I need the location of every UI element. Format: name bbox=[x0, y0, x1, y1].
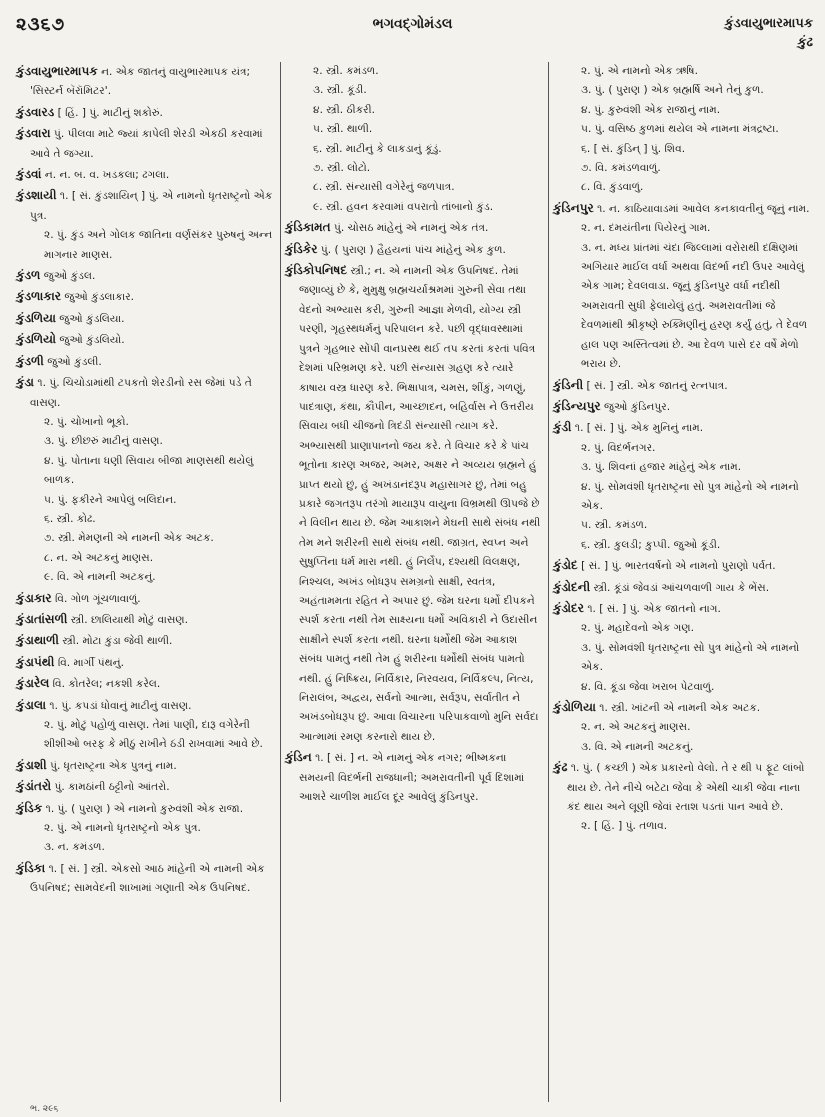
sub-sense: ૪. વિ. કૂંડા જેવા ખરાબ પેટવાળું. bbox=[581, 680, 715, 693]
sub-sense: ૩. પું. શિવનાં હજાર માંહેનું એક નામ. bbox=[581, 461, 742, 474]
definition: ૧. પું. કપડાં ધોવાનું માટીનું વાસણ. bbox=[49, 699, 192, 712]
sub-sense: ૩. પું. સોમવંશી ધૃતરાષ્ટ્રના સો પુત્ર માંહેનો એ નામનો એક. bbox=[581, 641, 800, 674]
headword: કુંડિકોપનિષદ bbox=[285, 263, 348, 278]
headword: કુંડોદર bbox=[553, 600, 584, 615]
sub-sense: ૩. પું. છીછરું માટીનું વાસણ. bbox=[44, 435, 163, 448]
headword: કુંડવારડ bbox=[16, 104, 55, 119]
dictionary-entry bbox=[16, 696, 276, 755]
sub-sense: ૨. પું. મહાદેવનો એક ગણ. bbox=[581, 622, 694, 635]
headword: કુંડિનપુર bbox=[553, 200, 594, 215]
definition: સ્ત્રી.; ન. એ નામની એક ઉપનિષદ. તેમાં જણાવ્યું છે કે, મુમુક્ષુ બ્રહ્મચર્યાશ્રમમાં ગુરુની સેવા તથા વેદનો અભ્યાસ કરી, ગુરુની આજ્ઞા મેળવી, યોગ્ય સ્ત્રી પરણી, ગૃહસ્થધર્મનું પરિપાલન કરે. પછી વૃદ્ધાવસ્થામાં પુત્રને ગૃહભાર સોંપી વાનપ્રસ્થ થઈ તપ કરતાં કરતાં પવિત્ર દેશમાં પરિભ્રમણ કરે. પછી સંન્યાસ ગ્રહણ કરે ત્યારે કાષાય વસ્ત્ર ધારણ કરે. ભિક્ષાપાત્ર, ચમસ, શીંકું, ગળણું, પાદત્રાણ, કંથા, કૌપીન, આચ્છાદન, બહિર્વાસ ને ઉત્તરીય સિવાય બધી ચીજનો ત્રિદંડી સંન્યાસી ત્યાગ કરે. અભ્યાસથી પ્રાણાપાનનો જય કરે. તે વિચાર કરે કે પાંચ ભૂતોના કારણ અજર, અમર, અક્ષર ને અવ્યય બ્રહ્મને હું પ્રાપ્ત થયો છું, હું અખંડાનંદરૂપ મહાસાગર છું, તેમાં બહુ પ્રકારે જગતરૂપ તરંગો માયારૂપ વાયુના વિભ્રમથી ઊપજે છે ને વિલીન થાય છે. જેમ આકાશને મેઘની સાથે સંબંધ નથી તેમ મને શરીરની સાથે સંબંધ નથી. જાગ્રત, સ્વપ્ન અને સુષુપ્તિના ધર્મ મારા નથી. હું નિર્લેપ, દશ્યથી વિલક્ષણ, નિશ્ચલ, અખંડ બોધરૂપ સમગ્રનો સાક્ષી, સ્વતંત્ર, અહંતામમતા રહિત ને અપાર છું. જેમ ઘરના ધર્મો દીપકને સ્પર્શ કરતા નથી તેમ સાક્ષ્યના ધર્મો અવિકારી ને ઉદાસીન સાક્ષીને સ્પર્શ કરતા નથી. ઘરના ધર્મોથી જેમ આકાશ સંબંધ પામતું નથી તેમ હું શરીરના ધર્મોથી સંબંધ પામતો નથી. હું નિષ્ક્રિય, નિર્વિકાર, નિરવયવ, નિર્વિકલ્પ, નિત્ય, નિરાલંબ, અદ્વય, સર્વનો આત્મા, સર્વરૂપ, સર્વાતીત ને અખંડબોધરૂપ છું. આવા વિચારના પરિપાકવાળો મુનિ સર્વદા આત્મામાં રમણ કરનારો થાય છે. bbox=[299, 265, 541, 743]
sub-sense: ૬. [ સં. કુંડિન્ ] પું. શિવ. bbox=[581, 142, 686, 155]
definition: સ્ત્રી. મોટા કુંડા જેવી થાળી. bbox=[62, 635, 173, 648]
headword: કુંડાલા bbox=[16, 697, 47, 712]
headword: કુંડિન bbox=[285, 750, 312, 765]
definition: ૧. પું. ચિચોડામાંથી ટપકતો શેરડીનો રસ જેમાં પડે તે વાસણ. bbox=[30, 377, 252, 409]
definition: પું. ધૃતરાષ્ટ્રના એક પુત્રનું નામ. bbox=[50, 759, 177, 772]
headword: કુંડળિયો bbox=[16, 332, 56, 347]
sub-sense: ૯. સ્ત્રી. હવન કરવામાં વપરાતો તાંબાનો કુંડ. bbox=[313, 200, 494, 213]
dictionary-entry bbox=[16, 165, 276, 185]
sub-sense: ૬. સ્ત્રી. માટીનું કે લાકડાનું કૂંડું. bbox=[313, 142, 442, 155]
column-1 bbox=[12, 62, 280, 1102]
sub-sense: ૪. પું. સોમવંશી ધૃતરાષ્ટ્રના સો પુત્ર માંહેનો એ નામનો એક. bbox=[581, 480, 799, 512]
headword: કુંડોદ bbox=[553, 558, 578, 573]
dictionary-entry bbox=[16, 352, 276, 372]
dictionary-entry bbox=[553, 599, 812, 697]
definition: જુઓ કુંડલાકાર. bbox=[64, 291, 135, 304]
headword: કુંડાપંથી bbox=[16, 654, 55, 669]
dictionary-entry bbox=[16, 103, 276, 123]
dictionary-entry bbox=[285, 748, 544, 807]
guide-word-first: કુંડવાયુભારમાપક bbox=[724, 16, 813, 31]
dictionary-entry bbox=[16, 631, 276, 651]
dictionary-entry bbox=[16, 859, 276, 899]
sub-sense: ૫. પું. વસિષ્ઠ કુળમાં થયેલ એ નામના મંત્રદ્રષ્ટા. bbox=[581, 123, 779, 136]
definition: પું. પીલવા માટે જ્યાં કાપેલી શેરડી એકઠી કરવામાં આવે તે જગ્યા. bbox=[30, 128, 263, 160]
dictionary-entry bbox=[16, 777, 276, 797]
definition: ૧. સ્ત્રી. ખાંટની એ નામની એક અટક. bbox=[599, 702, 761, 714]
definition: ૧. [ સં. ] સ્ત્રી. એકસો આઠ માંહેની એ નામની એક ઉપનિષદ; સામવેદની શાખામાં ગણાતી એક ઉપનિષદ. bbox=[30, 862, 265, 895]
dictionary-entry bbox=[553, 376, 812, 396]
definition: [ સં. ] પું. ભારતવર્ષનો એ નામનો પુરાણો પર્વત. bbox=[581, 560, 776, 573]
headword: કુંડિન્યપુર bbox=[553, 398, 601, 413]
sub-sense: ૨. ન. એ અટકનું માણસ. bbox=[581, 721, 691, 734]
dictionary-entry bbox=[16, 287, 276, 307]
headword: કુંડાશી bbox=[16, 757, 47, 772]
definition: ૧. પું. ( પુરાણ ) એ નામનો કુરુવંશી એક રાજા. bbox=[45, 802, 244, 815]
dictionary-entry bbox=[553, 556, 812, 576]
dictionary-entry bbox=[553, 418, 812, 555]
column-2 bbox=[280, 62, 548, 1102]
sub-sense: ૬. સ્ત્રી. કોઢ. bbox=[44, 512, 96, 525]
definition: [ હિં. ] પું. માટીનું શકોરું. bbox=[57, 106, 163, 119]
sub-sense: ૨. પું. વિદર્ભનગર. bbox=[581, 441, 656, 454]
sub-sense: ૩. ન. મધ્ય પ્રાંતમાં ચંદા જિલ્લામાં વરોરાથી દક્ષિણમાં અગિયાર માઈલ વર્ધા અથવા વિદર્ભા નદી ઉપર આવેલું એક ગામ; દેવલવાડા. જૂનું કુંડિનપુર વર્ધા નદીથી અમરાવતી સુધી ફેલાયેલું હતું. અમરાવતીમાં જે દેવળમાંથી શ્રીકૃષ્ણે રુક્મિણીનું હરણ કર્યું હતું, તે દેવળ હાલ પણ અસ્તિત્વમાં છે. આ દેવળ પાસે દર વર્ષે મેળો ભરાય છે. bbox=[581, 241, 808, 371]
sub-sense: ૨. પું. એ નામનો એક ઋષિ. bbox=[581, 65, 698, 77]
sub-sense: ૨. [ હિં. ] પું. તળાવ. bbox=[581, 820, 668, 833]
headword: કુંડિકામત bbox=[285, 220, 331, 235]
page-number: ૨૩૬૭ bbox=[16, 14, 66, 35]
definition: જુઓ કુંડલિયા. bbox=[59, 312, 125, 325]
definition: પું. ( પુરાણ ) હૈહયનાં પાંચ માંહેનું એક કુળ. bbox=[320, 243, 506, 256]
headword: કુંડળિયા bbox=[16, 310, 56, 325]
headword: કુંડા bbox=[16, 375, 35, 390]
definition: ૧. ન. કાઠિયાવાડમાં આવેલ કનકાવતીનું જૂનું નામ. bbox=[597, 202, 810, 215]
definition: ૧. [ સં. ] પું. એક જાતનો નાગ. bbox=[587, 602, 721, 615]
dictionary-entry bbox=[16, 124, 276, 164]
definition: જુઓ કુંડિનપુર. bbox=[603, 400, 671, 413]
dictionary-entry bbox=[16, 756, 276, 776]
sub-sense: ૫. પું. ફકીરને આપેલું બલિદાન. bbox=[44, 493, 177, 506]
definition: પું. ચોસઠ માંહેનું એ નામનું એક તંત્ર. bbox=[334, 222, 489, 235]
dictionary-entry bbox=[16, 330, 276, 350]
sub-sense: ૬. સ્ત્રી. કુલડી; કુપ્પી. જુઓ કૂંડી. bbox=[581, 538, 721, 551]
definition: [ સં. ] સ્ત્રી. એક જાતનું રત્નપાત્ર. bbox=[586, 379, 728, 392]
headword: કુંડિક bbox=[16, 800, 43, 815]
definition: વિ. માર્ગી પંથનું. bbox=[57, 656, 125, 669]
dictionary-entry bbox=[553, 758, 812, 837]
sub-sense: ૮. સ્ત્રી. સંન્યાસી વગેરેનું જળપાત્ર. bbox=[313, 181, 455, 194]
definition: સ્ત્રી. કૂંડાં જેવડાં આંચળવાળી ગાય કે ભેંસ. bbox=[593, 581, 770, 594]
sub-sense: ૨. ન. દમયંતીના પિયેરનું ગામ. bbox=[581, 222, 711, 235]
sub-sense: ૨. પું. કુંડ અને ગોલક જાતિના વર્ણસંકર પુરુષનું અન્ન માગનાર માણસ. bbox=[44, 229, 273, 261]
dictionary-entry bbox=[16, 373, 276, 587]
definition: ૧. [ સં. ] ન. એ નામનું એક નગર; ભીષ્મકના સમયની વિદર્ભની રાજધાની; અમરાવતીની પૂર્વ દિશામાં આશરે ચાળીશ માઈલ દૂર આવેલું કુંડિનપુર. bbox=[299, 752, 525, 804]
headword: કુંડાથાળી bbox=[16, 633, 59, 648]
dictionary-entry bbox=[553, 199, 812, 375]
headword: કુંડળી bbox=[16, 353, 44, 368]
sub-sense: ૮. વિ. કુંડવાળું. bbox=[581, 181, 644, 194]
dictionary-entry bbox=[553, 698, 812, 757]
dictionary-entry bbox=[16, 309, 276, 329]
dictionary-entry bbox=[285, 261, 544, 747]
definition: સ્ત્રી. છાલિયાથી મોટું વાસણ. bbox=[70, 613, 189, 626]
sub-sense: ૮. ન. એ અટકનું માણસ. bbox=[44, 551, 154, 564]
headword: કુંડી bbox=[553, 420, 572, 435]
dictionary-entry bbox=[16, 674, 276, 694]
sub-sense: ૨. પું. મોટું પહોળું વાસણ. તેમાં પાણી, દારૂ વગેરેની શીશીઓ બરફ કે મીઠું રાખીને ઠંડી રાખવામાં આવે છે. bbox=[44, 719, 263, 751]
dictionary-entry bbox=[553, 62, 812, 198]
dictionary-entry bbox=[16, 266, 276, 286]
sub-sense: ૭. વિ. કમંડળવાળું. bbox=[581, 162, 661, 175]
sub-sense: ૩. પું. ( પુરાણ ) એક બ્રહ્મર્ષિ અને તેનું કુળ. bbox=[581, 84, 764, 97]
sub-sense: ૭. સ્ત્રી. મેમણની એ નામની એક અટક. bbox=[44, 532, 214, 545]
headword: કુંડવાયુભારમાપક bbox=[16, 64, 98, 78]
column-3 bbox=[548, 62, 816, 1102]
headword: કુંડવારા bbox=[16, 126, 51, 141]
headword: કુંડિકા bbox=[16, 860, 46, 875]
dictionary-columns bbox=[12, 62, 818, 1102]
sub-sense: ૩. વિ. એ નામની અટકનું. bbox=[581, 740, 694, 753]
definition: પું. કામઠાંની ઠટ્ટીનો આંતરો. bbox=[54, 781, 170, 794]
headword: કુંડશાયી bbox=[16, 188, 57, 203]
sub-sense: ૨. પું. ચોખાનો ભૂકો. bbox=[44, 415, 129, 428]
dictionary-entry bbox=[553, 397, 812, 417]
headword: કુંડવાં bbox=[16, 167, 42, 182]
guide-words bbox=[724, 14, 813, 52]
page-header bbox=[0, 0, 825, 60]
definition: ૧. [ સં. કુંડશાયિન્ ] પું. એ નામનો ધૃતરાષ્ટ્રનો એક પુત્ર. bbox=[30, 190, 273, 222]
definition: ન. ન. બ. વ. ખડકલા; ઢગલા. bbox=[44, 169, 170, 182]
dictionary-entry bbox=[285, 62, 544, 217]
definition: ન. એક જાતનું વાયુભારમાપક યંત્ર; 'સિસ્ટર્ન બૅરૉમિટર'. bbox=[30, 66, 251, 98]
headword: કુંડિકેર bbox=[285, 241, 318, 256]
definition: ૧. [ સં. ] પું. એક મુનિનું નામ. bbox=[574, 422, 704, 435]
sub-sense: ૩. સ્ત્રી. કૂંડી. bbox=[313, 84, 367, 97]
definition: વિ. ગોળ ગૂંચળાવાળું. bbox=[55, 592, 141, 605]
definition: જુઓ કુંડલિયો. bbox=[59, 334, 125, 347]
sub-sense: ૪. પું. પોતાના ધણી સિવાય બીજા માણસથી થયેલું બાળક. bbox=[44, 454, 254, 487]
headword: કુંડારેલ bbox=[16, 676, 50, 691]
sub-sense: ૪. સ્ત્રી. ઠીકરી. bbox=[313, 103, 376, 116]
dictionary-entry bbox=[16, 653, 276, 673]
definition: જુઓ કુંડલી. bbox=[47, 355, 102, 368]
sub-sense: ૨. પું. એ નામનો ધૃતરાષ્ટ્રનો એક પુત્ર. bbox=[44, 822, 201, 835]
dictionary-entry bbox=[16, 62, 276, 102]
dictionary-entry bbox=[285, 240, 544, 260]
headword: કુંડળાકાર bbox=[16, 289, 61, 304]
dictionary-entry bbox=[16, 186, 276, 265]
dictionary-entry bbox=[285, 218, 544, 238]
definition: ૧. પું. ( કચ્છી ) એક પ્રકારનો વેલો. તે ર થી ૫ ફૂટ લાંબો થાય છે. તેને નીચે બટેટા જેવા કે એથી ચાકી જેવા નાના કંદ થાય અને લૂણી જેવાં રતાશ પડતાં પાન આવે છે. bbox=[567, 762, 805, 814]
footer-mark: ભ. ૨૯૬ bbox=[30, 1104, 59, 1114]
dictionary-entry bbox=[553, 578, 812, 598]
headword: કુંડોદની bbox=[553, 579, 591, 594]
headword: કુંડાકાર bbox=[16, 590, 52, 605]
headword: કુંડાતાંસળી bbox=[16, 611, 68, 626]
definition: જુઓ કુંડલ. bbox=[43, 270, 96, 283]
headword: કુંડાંતરો bbox=[16, 779, 52, 794]
headword: કુંડળ bbox=[16, 268, 41, 283]
dictionary-entry bbox=[16, 799, 276, 858]
dictionary-entry bbox=[16, 589, 276, 609]
headword: કુંઢ bbox=[553, 760, 568, 775]
definition: વિ. કોતરેલ; નકશી કરેલ. bbox=[52, 678, 161, 691]
guide-word-last: કુંઢ bbox=[797, 35, 813, 50]
sub-sense: ૩. ન. કમંડળ. bbox=[44, 841, 105, 854]
dictionary-entry bbox=[16, 610, 276, 630]
sub-sense: ૫. સ્ત્રી. કમંડળ. bbox=[581, 519, 648, 532]
headword: કુંડોળિયા bbox=[553, 700, 596, 714]
sub-sense: ૯. વિ. એ નામની અટકનું. bbox=[44, 571, 156, 584]
sub-sense: ૫. સ્ત્રી. થાળી. bbox=[313, 123, 373, 136]
book-title: ભગવદ્ગોમંડલ bbox=[372, 16, 453, 32]
sub-sense: ૨. સ્ત્રી. કમંડળ. bbox=[313, 65, 379, 77]
sub-sense: ૭. સ્ત્રી. લોટો. bbox=[313, 162, 371, 175]
sub-sense: ૪. પું. કુરુવંશી એક રાજાનું નામ. bbox=[581, 103, 721, 116]
headword: કુંડિની bbox=[553, 377, 584, 392]
